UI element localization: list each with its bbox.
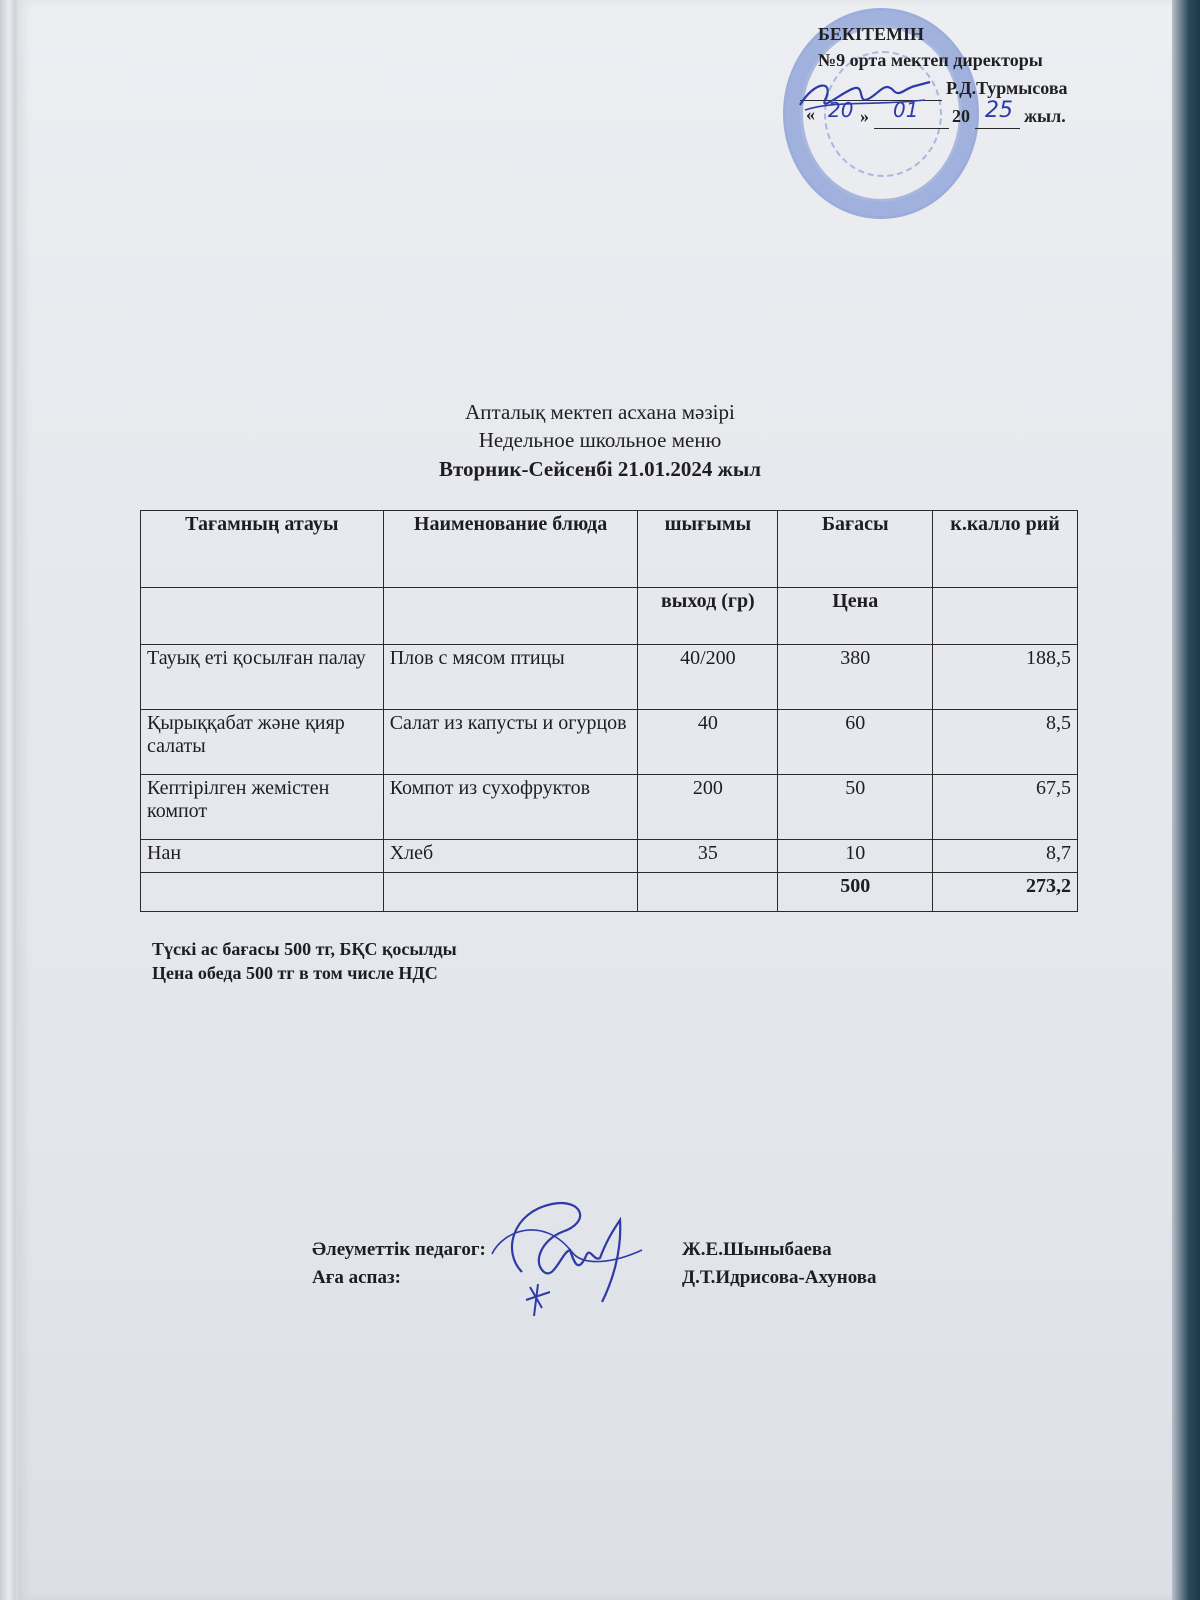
dish-kcal: 67,5 xyxy=(933,775,1078,840)
subheader-cell xyxy=(141,588,384,645)
subheader-cell: Цена xyxy=(778,588,933,645)
col-header: Наименование блюда xyxy=(383,511,638,588)
dish-ru: Плов с мясом птицы xyxy=(383,645,638,710)
dish-kcal: 188,5 xyxy=(933,645,1078,710)
signer-role: Әлеуметтік педагог: xyxy=(312,1239,486,1260)
dish-ru: Салат из капусты и огурцов xyxy=(383,710,638,775)
signer-role: Аға аспаз: xyxy=(312,1267,401,1288)
dish-ru: Хлеб xyxy=(383,840,638,873)
dish-yield: 40/200 xyxy=(638,645,778,710)
dish-yield: 200 xyxy=(638,775,778,840)
date-century: 20 xyxy=(952,106,970,126)
heading-kz: Апталық мектеп асхана мәзірі xyxy=(465,400,735,424)
date-open-quote: « xyxy=(806,104,815,124)
dish-ru: Компот из сухофруктов xyxy=(383,775,638,840)
col-header: к.калло рий xyxy=(933,511,1078,588)
approval-title: БЕКІТЕМІН xyxy=(818,24,924,44)
total-empty-cell xyxy=(383,873,638,912)
col-header: Бағасы xyxy=(778,511,933,588)
price-note-kz: Түскі ас бағасы 500 тг, БҚС қосылды xyxy=(152,939,457,959)
approval-director-name: Р.Д.Турмысова xyxy=(946,78,1068,98)
subheader-cell xyxy=(933,588,1078,645)
dish-kz: Тауық еті қосылған палау xyxy=(141,645,384,710)
dish-kcal: 8,5 xyxy=(933,710,1078,775)
table-row xyxy=(141,840,1078,873)
menu-heading xyxy=(0,398,1200,484)
total-empty-cell xyxy=(141,873,384,912)
table-subheader-row xyxy=(141,588,1078,645)
table-row xyxy=(141,710,1078,775)
signers-block xyxy=(312,1236,952,1292)
signer-row xyxy=(312,1264,952,1292)
dish-kz: Қырыққабат және қияр салаты xyxy=(141,710,384,775)
dish-kz: Нан xyxy=(141,840,384,873)
date-year: 25 xyxy=(985,98,1013,123)
table-total-row xyxy=(141,873,1078,912)
dish-price: 60 xyxy=(778,710,933,775)
dish-price: 10 xyxy=(778,840,933,873)
price-notes xyxy=(152,937,457,985)
total-kcal: 273,2 xyxy=(933,873,1078,912)
approval-block xyxy=(0,0,1200,260)
total-price: 500 xyxy=(778,873,933,912)
approval-school-line: №9 орта мектеп директоры xyxy=(818,50,1043,70)
dish-kcal: 8,7 xyxy=(933,840,1078,873)
table-row xyxy=(141,645,1078,710)
subheader-cell xyxy=(383,588,638,645)
signer-name: Ж.Е.Шыныбаева xyxy=(682,1239,832,1260)
date-close-quote: » xyxy=(860,106,869,126)
year-underline xyxy=(975,128,1020,129)
table-header-row xyxy=(141,511,1078,588)
col-header: шығымы xyxy=(638,511,778,588)
menu-table xyxy=(140,510,1078,912)
subheader-cell: выход (гр) xyxy=(638,588,778,645)
col-header: Тағамның атауы xyxy=(141,511,384,588)
month-underline xyxy=(874,128,949,129)
dish-price: 380 xyxy=(778,645,933,710)
signer-name: Д.Т.Идрисова-Ахунова xyxy=(682,1267,877,1288)
signer-row xyxy=(312,1236,952,1264)
dish-yield: 40 xyxy=(638,710,778,775)
dish-price: 50 xyxy=(778,775,933,840)
heading-date: Вторник-Сейсенбі 21.01.2024 жыл xyxy=(438,457,762,481)
dish-kz: Кептірілген жемістен компот xyxy=(141,775,384,840)
total-empty-cell xyxy=(638,873,778,912)
price-note-ru: Цена обеда 500 тг в том числе НДС xyxy=(152,963,438,983)
heading-ru: Недельное школьное меню xyxy=(478,428,722,452)
date-month: 01 xyxy=(893,98,919,122)
table-row xyxy=(141,775,1078,840)
date-day: 20 xyxy=(828,98,854,122)
dish-yield: 35 xyxy=(638,840,778,873)
date-year-word: жыл. xyxy=(1024,106,1066,126)
